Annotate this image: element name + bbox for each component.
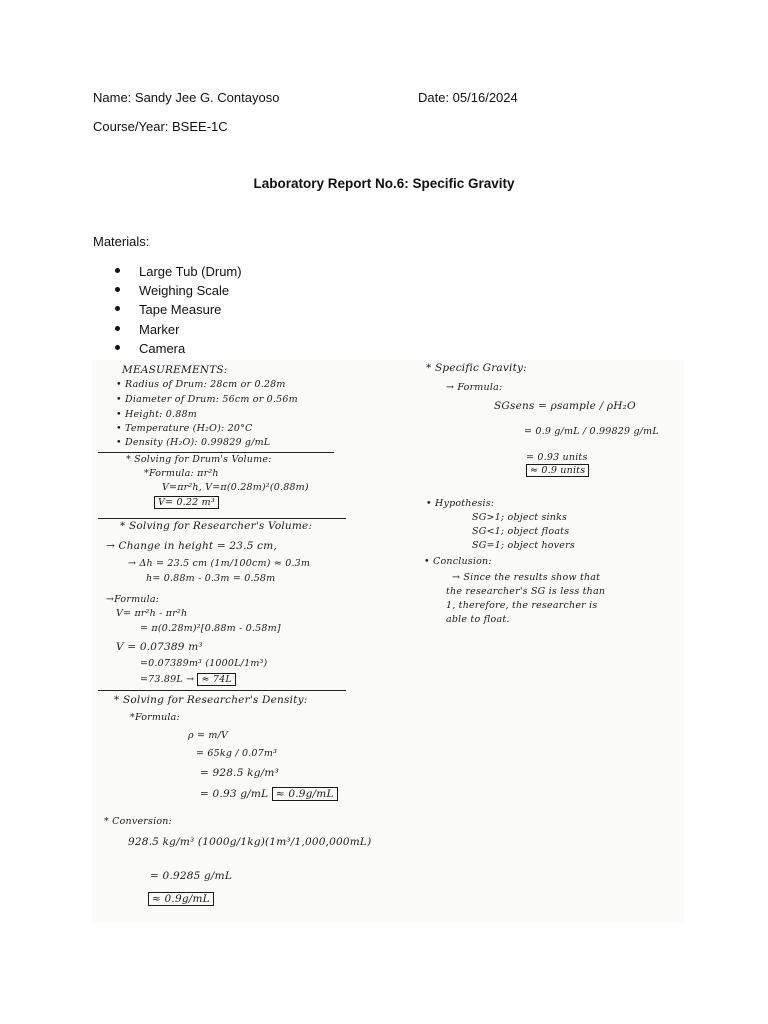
density-formula: ρ = m/V [188, 730, 229, 741]
divider [98, 690, 346, 691]
volume-liters: =73.89L → ≈ 74L [140, 674, 236, 685]
list-item: Marker [113, 320, 242, 339]
height-result: h= 0.88m - 0.3m = 0.58m [146, 573, 276, 584]
conclusion-line: the researcher's SG is less than [446, 586, 606, 597]
volume-result: ≈ 74L [197, 673, 235, 686]
drum-volume-work: V=πr²h, V=π(0.28m)²(0.88m) [162, 482, 309, 493]
specific-gravity-heading: * Specific Gravity: [426, 362, 527, 374]
report-title: Laboratory Report No.6: Specific Gravity [253, 176, 515, 191]
volume-value: V = 0.07389 m³ [116, 641, 203, 653]
hypothesis-heading: • Hypothesis: [426, 498, 495, 509]
hypothesis-line: SG<1; object floats [472, 526, 570, 537]
height-change: → Change in height = 23.5 cm, [106, 540, 277, 552]
measurement-line: • Temperature (H₂O): 20°C [116, 423, 253, 434]
conversion-result: ≈ 0.9g/mL [148, 892, 214, 906]
report-date: Date: 05/16/2024 [418, 90, 518, 105]
sg-fraction: = 0.9 g/mL / 0.99829 g/mL [524, 426, 659, 437]
measurement-line: • Diameter of Drum: 56cm or 0.56m [116, 394, 298, 405]
drum-volume-result: V= 0.22 m³ [154, 496, 219, 509]
conversion-label: * Conversion: [104, 816, 172, 827]
measurement-line: • Height: 0.88m [116, 409, 197, 420]
list-item: Tape Measure [113, 300, 242, 319]
conversion-work: 928.5 kg/m³ (1000g/1kg)(1m³/1,000,000mL) [128, 836, 372, 848]
formula-line: = π(0.28m)²[0.88m - 0.58m] [140, 623, 281, 634]
handwritten-solution-image [92, 360, 684, 922]
density-fraction: = 65kg / 0.07m³ [196, 748, 278, 759]
conversion-value: = 0.9285 g/mL [150, 870, 233, 882]
materials-list [113, 262, 242, 358]
sg-result: ≈ 0.9 units [526, 464, 589, 477]
formula-label: →Formula: [106, 594, 160, 605]
student-name: Name: Sandy Jee G. Contayoso [93, 90, 280, 105]
divider [98, 518, 346, 519]
divider [98, 452, 334, 453]
course-year: Course/Year: BSEE-1C [93, 119, 228, 134]
drum-volume-formula: *Formula: πr²h [144, 468, 219, 479]
conclusion-line: → Since the results show that [452, 572, 601, 583]
drum-volume-heading: * Solving for Drum's Volume: [126, 454, 272, 465]
list-item: Large Tub (Drum) [113, 262, 242, 281]
formula-line: V= πr²h - πr²h [116, 608, 188, 619]
hypothesis-line: SG>1; object sinks [472, 512, 568, 523]
list-item: Camera [113, 339, 242, 358]
density-formula-label: *Formula: [130, 712, 180, 723]
measurements-heading: MEASUREMENTS: [122, 364, 228, 376]
conclusion-line: 1, therefore, the researcher is [446, 600, 598, 611]
delta-h: → Δh = 23.5 cm (1m/100cm) ≈ 0.3m [128, 558, 311, 569]
measurement-line: • Radius of Drum: 28cm or 0.28m [116, 379, 286, 390]
density-heading: * Solving for Researcher's Density: [114, 694, 308, 706]
density-result: ≈ 0.9g/mL [272, 787, 338, 801]
density-value-kg: = 928.5 kg/m³ [200, 767, 279, 779]
sg-formula-label: → Formula: [446, 382, 503, 393]
conclusion-line: able to float. [446, 614, 510, 625]
density-value-g: = 0.93 g/mL ≈ 0.9g/mL [200, 788, 338, 800]
researcher-volume-heading: * Solving for Researcher's Volume: [120, 520, 313, 532]
sg-formula: SGsens = ρsample / ρH₂O [494, 400, 636, 412]
sg-value: = 0.93 units [526, 452, 588, 463]
hypothesis-line: SG=1; object hovers [472, 540, 575, 551]
volume-conversion: =0.07389m³ (1000L/1m³) [140, 658, 268, 669]
conclusion-heading: • Conclusion: [424, 556, 492, 567]
materials-label: Materials: [93, 234, 150, 249]
list-item: Weighing Scale [113, 281, 242, 300]
measurement-line: • Density (H₂O): 0.99829 g/mL [116, 437, 271, 448]
